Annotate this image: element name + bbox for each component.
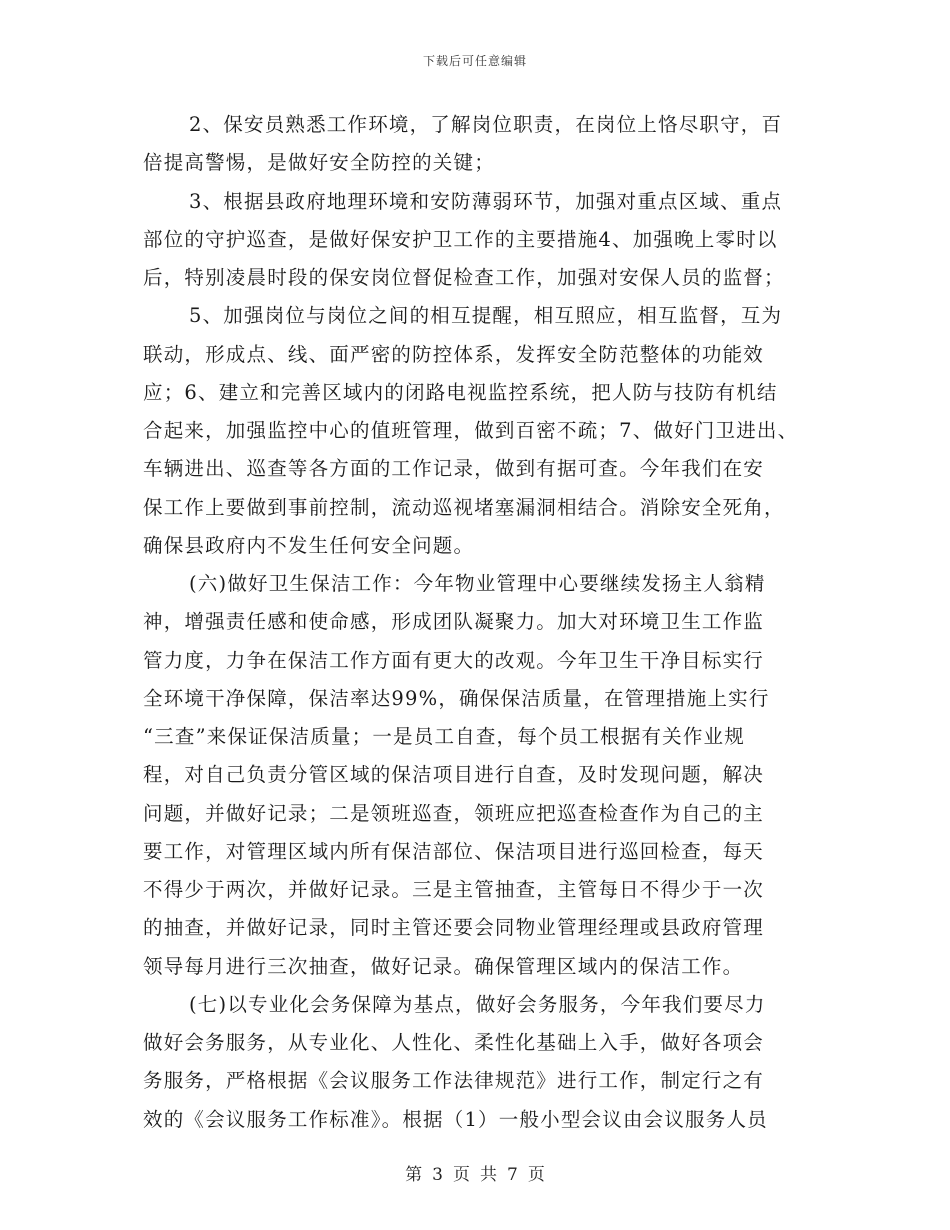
footer-suffix: 页 <box>527 1165 545 1185</box>
footer-total-pages: 7 <box>507 1165 518 1185</box>
text-line: 管力度，力争在保洁工作方面有更大的改观。今年卫生干净目标实行 <box>143 648 765 672</box>
text-line: 确保县政府内不发生任何安全问题。 <box>143 533 475 557</box>
page-header: 下载后可任意编辑 <box>422 54 527 68</box>
footer-current-page: 3 <box>432 1165 443 1185</box>
text-line: 问题，并做好记录；二是领班巡查，领班应把巡查检查作为自己的主 <box>143 801 765 825</box>
text-line: 联动，形成点、线、面严密的防控体系，发挥安全防范整体的功能效 <box>143 342 765 366</box>
text-line: 保工作上要做到事前控制，流动巡视堵塞漏洞相结合。消除安全死角， <box>143 495 785 519</box>
text-line: 部位的守护巡查，是做好保安护卫工作的主要措施4、加强晚上零时以 <box>143 227 778 251</box>
text-line: 应；6、建立和完善区域内的闭路电视监控系统，把人防与技防有机结 <box>143 380 778 404</box>
footer-total-label: 共 <box>480 1165 497 1185</box>
text-line: 合起来，加强监控中心的值班管理，做到百密不疏；7、做好门卫进出、 <box>143 419 799 442</box>
text-line: 效的《会议服务工作标准》。根据（1）一般小型会议由会议服务人员 <box>143 1107 768 1131</box>
text-line: 程，对自己负责分管区域的保洁项目进行自查，及时发现问题，解决 <box>143 763 765 787</box>
text-line: 要工作，对管理区域内所有保洁部位、保洁项目进行巡回检查，每天 <box>143 839 765 863</box>
footer-page-label: 页 <box>453 1165 470 1185</box>
text-line: 后，特别凌晨时段的保安岗位督促检查工作，加强对安保人员的监督； <box>143 266 785 289</box>
text-line: 神，增强责任感和使命感，形成团队凝聚力。加大对环境卫生工作监 <box>143 610 765 634</box>
text-line: 的抽查，并做好记录，同时主管还要会同物业管理经理或县政府管理 <box>143 916 765 940</box>
text-line: 倍提高警惕，是做好安全防控的关键； <box>143 151 495 175</box>
text-line: 领导每月进行三次抽查，做好记录。确保管理区域内的保洁工作。 <box>143 954 744 978</box>
text-line: 3、根据县政府地理环境和安防薄弱环节，加强对重点区域、重点 <box>189 189 783 213</box>
text-line: 做好会务服务，从专业化、人性化、柔性化基础上入手，做好各项会 <box>143 1031 765 1054</box>
text-line: (七)以专业化会务保障为基点，做好会务服务，今年我们要尽力 <box>189 992 766 1016</box>
text-line: 全环境干净保障，保洁率达99%，确保保洁质量，在管理措施上实行 <box>143 686 770 710</box>
footer-prefix: 第 <box>405 1165 423 1185</box>
text-line: 不得少于两次，并做好记录。三是主管抽查，主管每日不得少于一次 <box>143 878 765 901</box>
text-line: 5、加强岗位与岗位之间的相互提醒，相互照应，相互监督，互为 <box>189 304 783 328</box>
text-line: (六)做好卫生保洁工作：今年物业管理中心要继续发扬主人翁精 <box>189 572 766 595</box>
text-line: 2、保安员熟悉工作环境，了解岗位职责，在岗位上恪尽职守，百 <box>189 113 783 136</box>
page-footer <box>0 1160 950 1185</box>
document-body <box>143 106 811 1139</box>
text-line: “三查”来保证保洁质量；一是员工自查，每个员工根据有关作业规 <box>143 725 745 748</box>
text-line: 车辆进出、巡查等各方面的工作记录，做到有据可查。今年我们在安 <box>143 457 765 481</box>
text-line: 务服务，严格根据《会议服务工作法律规范》进行工作，制定行之有 <box>143 1069 765 1093</box>
